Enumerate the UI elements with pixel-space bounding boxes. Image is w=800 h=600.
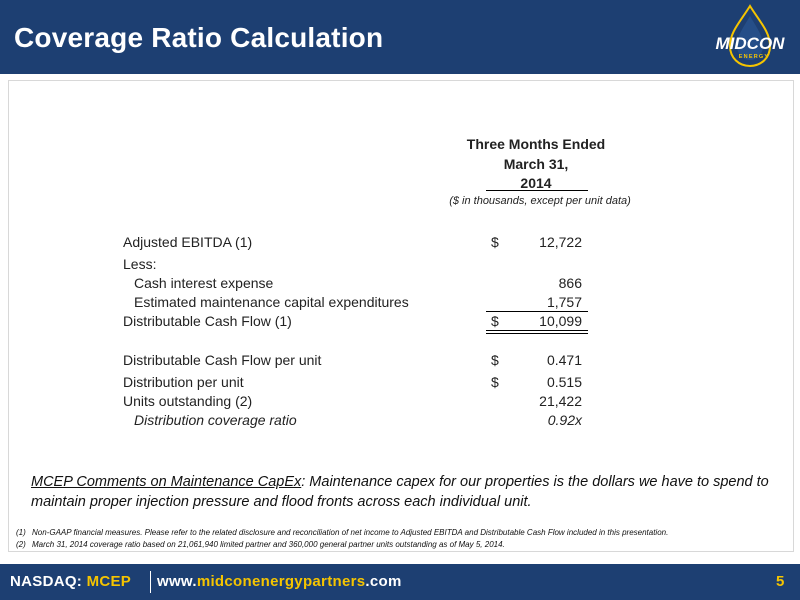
row-dollar-distribution-per-unit: $ [491,374,499,390]
footer-url-suffix: .com [365,573,402,590]
row-label-units-outstanding: Units outstanding (2) [123,393,253,409]
logo-wordmark: MIDCON [715,34,785,53]
row-label-dcf-per-unit: Distributable Cash Flow per unit [123,352,322,368]
logo-subtext: ENERGY [738,54,770,60]
total-double-rule [486,330,588,334]
row-label-distribution-per-unit: Distribution per unit [123,374,244,390]
header-bar [0,0,800,74]
footnote-1 [16,528,668,537]
row-label-less: Less: [123,256,157,272]
column-header-underline [486,190,588,191]
row-label-coverage-ratio: Distribution coverage ratio [134,412,297,428]
footer-bar [0,564,800,600]
footnote-2 [16,540,505,549]
footer-ticker: MCEP [86,573,132,590]
footer-exchange [10,573,131,590]
page-title: Coverage Ratio Calculation [14,22,384,53]
row-value-dcf-per-unit: 0.471 [546,352,582,368]
row-value-distributable-cash-flow: 10,099 [539,313,582,329]
subtotal-rule [486,311,588,312]
footer-url-prefix: www. [157,573,197,590]
column-header-line-1: Three Months Ended [466,136,606,152]
maintenance-capex-comment [31,472,781,512]
row-label-adjusted-ebitda: Adjusted EBITDA (1) [123,234,253,250]
footer-website-link[interactable] [157,573,402,590]
row-value-units-outstanding: 21,422 [539,393,582,409]
row-value-distribution-per-unit: 0.515 [546,374,582,390]
column-header-line-3: 2014 [520,175,552,191]
footer-divider [150,571,151,593]
row-dollar-dcf-per-unit: $ [491,352,499,368]
footer-exchange-label: NASDAQ: [10,573,87,590]
units-note: ($ in thousands, except per unit data) [449,195,631,207]
row-value-coverage-ratio: 0.92x [547,412,582,428]
footnote-1-number: (1) [16,528,26,537]
footnote-1-text: Non-GAAP financial measures. Please refer to the related disclosure and reconciliation of net income to Adjusted EBITDA and Distributable Cash Flow included in this presentation. [32,528,669,537]
footer-url-domain: midconenergypartners [196,573,366,590]
row-dollar-distributable-cash-flow: $ [491,313,499,329]
row-label-cash-interest: Cash interest expense [134,275,274,291]
footnote-2-number: (2) [16,540,26,549]
footnote-2-text: March 31, 2014 coverage ratio based on 21,061,940 limited partner and 360,000 general partner units outstanding as of May 5, 2014. [32,540,505,549]
page-number: 5 [776,573,785,590]
row-label-distributable-cash-flow: Distributable Cash Flow (1) [123,313,292,329]
row-label-maintenance-capex: Estimated maintenance capital expenditures [134,294,409,310]
row-value-maintenance-capex: 1,757 [546,294,582,310]
comment-lead: MCEP Comments on Maintenance CapEx [31,474,302,490]
midcon-energy-logo [700,2,800,72]
column-header-line-2: March 31, [503,156,569,172]
row-value-adjusted-ebitda: 12,722 [539,234,582,250]
row-dollar-adjusted-ebitda: $ [491,234,499,250]
row-value-cash-interest: 866 [558,275,582,291]
comment-text: : Maintenance capex for our properties is the dollars we have to spend to maintain proper injection pressure and flood fronts across each individual unit. [31,474,769,510]
